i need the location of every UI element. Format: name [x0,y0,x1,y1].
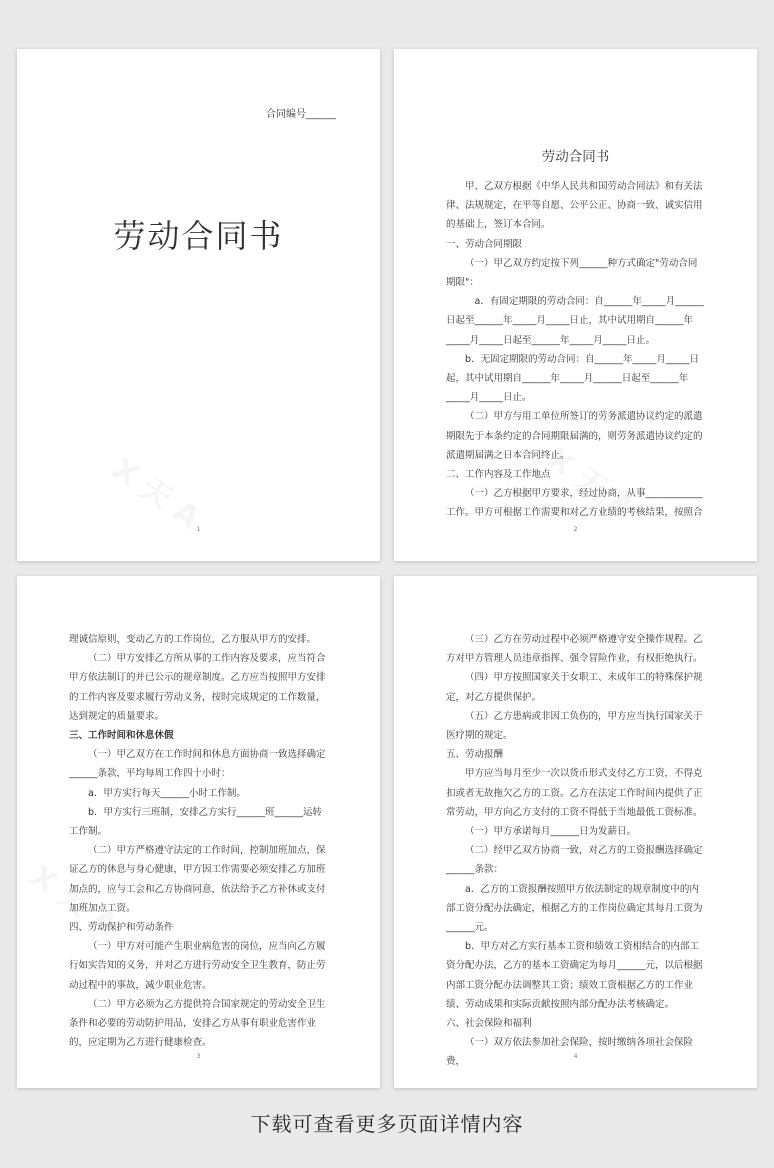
paragraph: （一）双方依法参加社会保险，按时缴纳各项社会保险费， [446,1037,694,1068]
contract-number: 合同编号______ [266,109,336,120]
document-page-1 [17,49,380,561]
paragraph: 甲方应当每月至少一次以货币形式支付乙方工资，不得克扣或者无故拖欠乙方的工资。乙方在法定工作时间内提供了正常劳动，甲方向乙方支付的工资不得低于当地最低工资标准。 [446,768,703,818]
section-heading: 二、工作内容及工作地点 [446,469,551,481]
paragraph: （一）甲方承诺每月______日为发薪日。 [465,826,637,838]
section-heading: 五、劳动报酬 [446,749,504,761]
paragraph: （四）甲方按照国家关于女职工、未成年工的特殊保护规定，对乙方提供保护。 [446,672,703,703]
page-body [69,630,328,1052]
page-body [446,630,705,1072]
document-page-2 [394,49,757,561]
paragraph: （三）乙方在劳动过程中必须严格遵守安全操作规程。乙方对甲方管理人员违章指挥、强令冒险作业，有权拒绝执行。 [446,634,703,665]
paragraph: （一）甲乙双方在工作时间和休息方面协商一致选择确定______条款，平均每周工作四十小时： [69,749,326,780]
paragraph: （一）乙方根据甲方要求，经过协商，从事____________工作。甲方可根据工作需要和对乙方业绩的考核结果，按照合 [446,488,703,519]
watermark [105,445,210,537]
section-heading: 三、工作时间和休息休假 [69,730,174,742]
paragraph: （一）甲方对可能产生职业病危害的岗位，应当向乙方履行如实告知的义务，并对乙方进行劳动安全卫生教育，防止劳动过程中的事故，减少职业危害。 [69,941,326,991]
document-page-3 [17,576,380,1088]
paragraph: （二）甲方必须为乙方提供符合国家规定的劳动安全卫生条件和必要的劳动防护用品，安排乙方从事有职业危害作业的，应定期为乙方进行健康检查。 [69,998,326,1049]
paragraph: （二）经甲乙双方协商一致，对乙方的工资报酬选择确定______条款： [446,845,703,876]
page-number: 4 [573,1053,578,1060]
paragraph: a．甲方实行每天______小时工作制。 [88,787,246,799]
paragraph: b．无固定期限的劳动合同：自______年_____月_____日起，其中试用期自______年_____月______日起至______年_____月_____日止。 [446,353,700,404]
paragraph: a．乙方的工资报酬按照甲方依法制定的规章制度中的内部工资分配办法确定，根据乙方的工作岗位确定其每月工资为______元。 [446,883,703,934]
page-body [446,177,705,523]
document-page-4 [394,576,757,1088]
paragraph: b．甲方实行三班制，安排乙方实行______班______运转工作制。 [69,806,323,838]
page-number: 2 [573,526,578,533]
page-title: 劳动合同书 [541,149,610,165]
page-number: 1 [196,526,201,533]
paragraph: 理诚信原则，变动乙方的工作岗位，乙方服从甲方的安排。 [69,634,317,645]
paragraph: 甲、乙双方根据《中华人民共和国劳动合同法》和有关法律、法规规定，在平等自愿、公平公正、协商一致、诚实信用的基础上，签订本合同。 [446,181,703,231]
page-number: 3 [196,1053,201,1060]
paragraph: b．甲方对乙方实行基本工资和绩效工资相结合的内部工资分配办法，乙方的基本工资确定为每月______元，以后根据内部工资分配办法调整其工资；绩效工资根据乙方的工作业绩、劳动成果和实际贡献按照内部分配办法考核确定。 [446,941,703,1010]
section-heading: 一、劳动合同期限 [446,238,523,250]
paragraph: （二）甲方安排乙方所从事的工作内容及要求，应当符合甲方依法制订的并已公示的规章制度。乙方应当按照甲方安排的工作内容及要求履行劳动义务，按时完成规定的工作数量，达到规定的质量要求。 [69,653,326,722]
download-caption: 下载可查看更多页面详情内容 [250,1112,524,1136]
paragraph: （一）甲乙双方约定按下列______种方式确定"劳动合同期限"： [446,257,698,289]
section-heading: 六、社会保险和福利 [446,1018,532,1030]
cover-title: 劳动合同书 [113,217,284,255]
paragraph: （二）甲方与用工单位所签订的劳务派遣协议约定的派遣期限先于本条约定的合同期限届满的，则劳务派遣协议约定的派遣期届满之日本合同终止。 [446,411,703,461]
paragraph: （二）甲方严格遵守法定的工作时间，控制加班加点，保证乙方的休息与身心健康，甲方因工作需要必须安排乙方加班加点的，应与工会和乙方协商同意，依法给予乙方补休或支付加班加点工资。 [69,845,326,914]
section-heading: 四、劳动保护和劳动条件 [69,922,174,934]
paragraph: （五）乙方患病或非因工负伤的，甲方应当执行国家关于医疗期的规定。 [446,710,703,742]
paragraph: a．有固定期限的劳动合同：自______年_____月______日起至______年_____月_____日止，其中试用期自______年_____月_____日起至______年_____月_____日止。 [446,296,704,346]
